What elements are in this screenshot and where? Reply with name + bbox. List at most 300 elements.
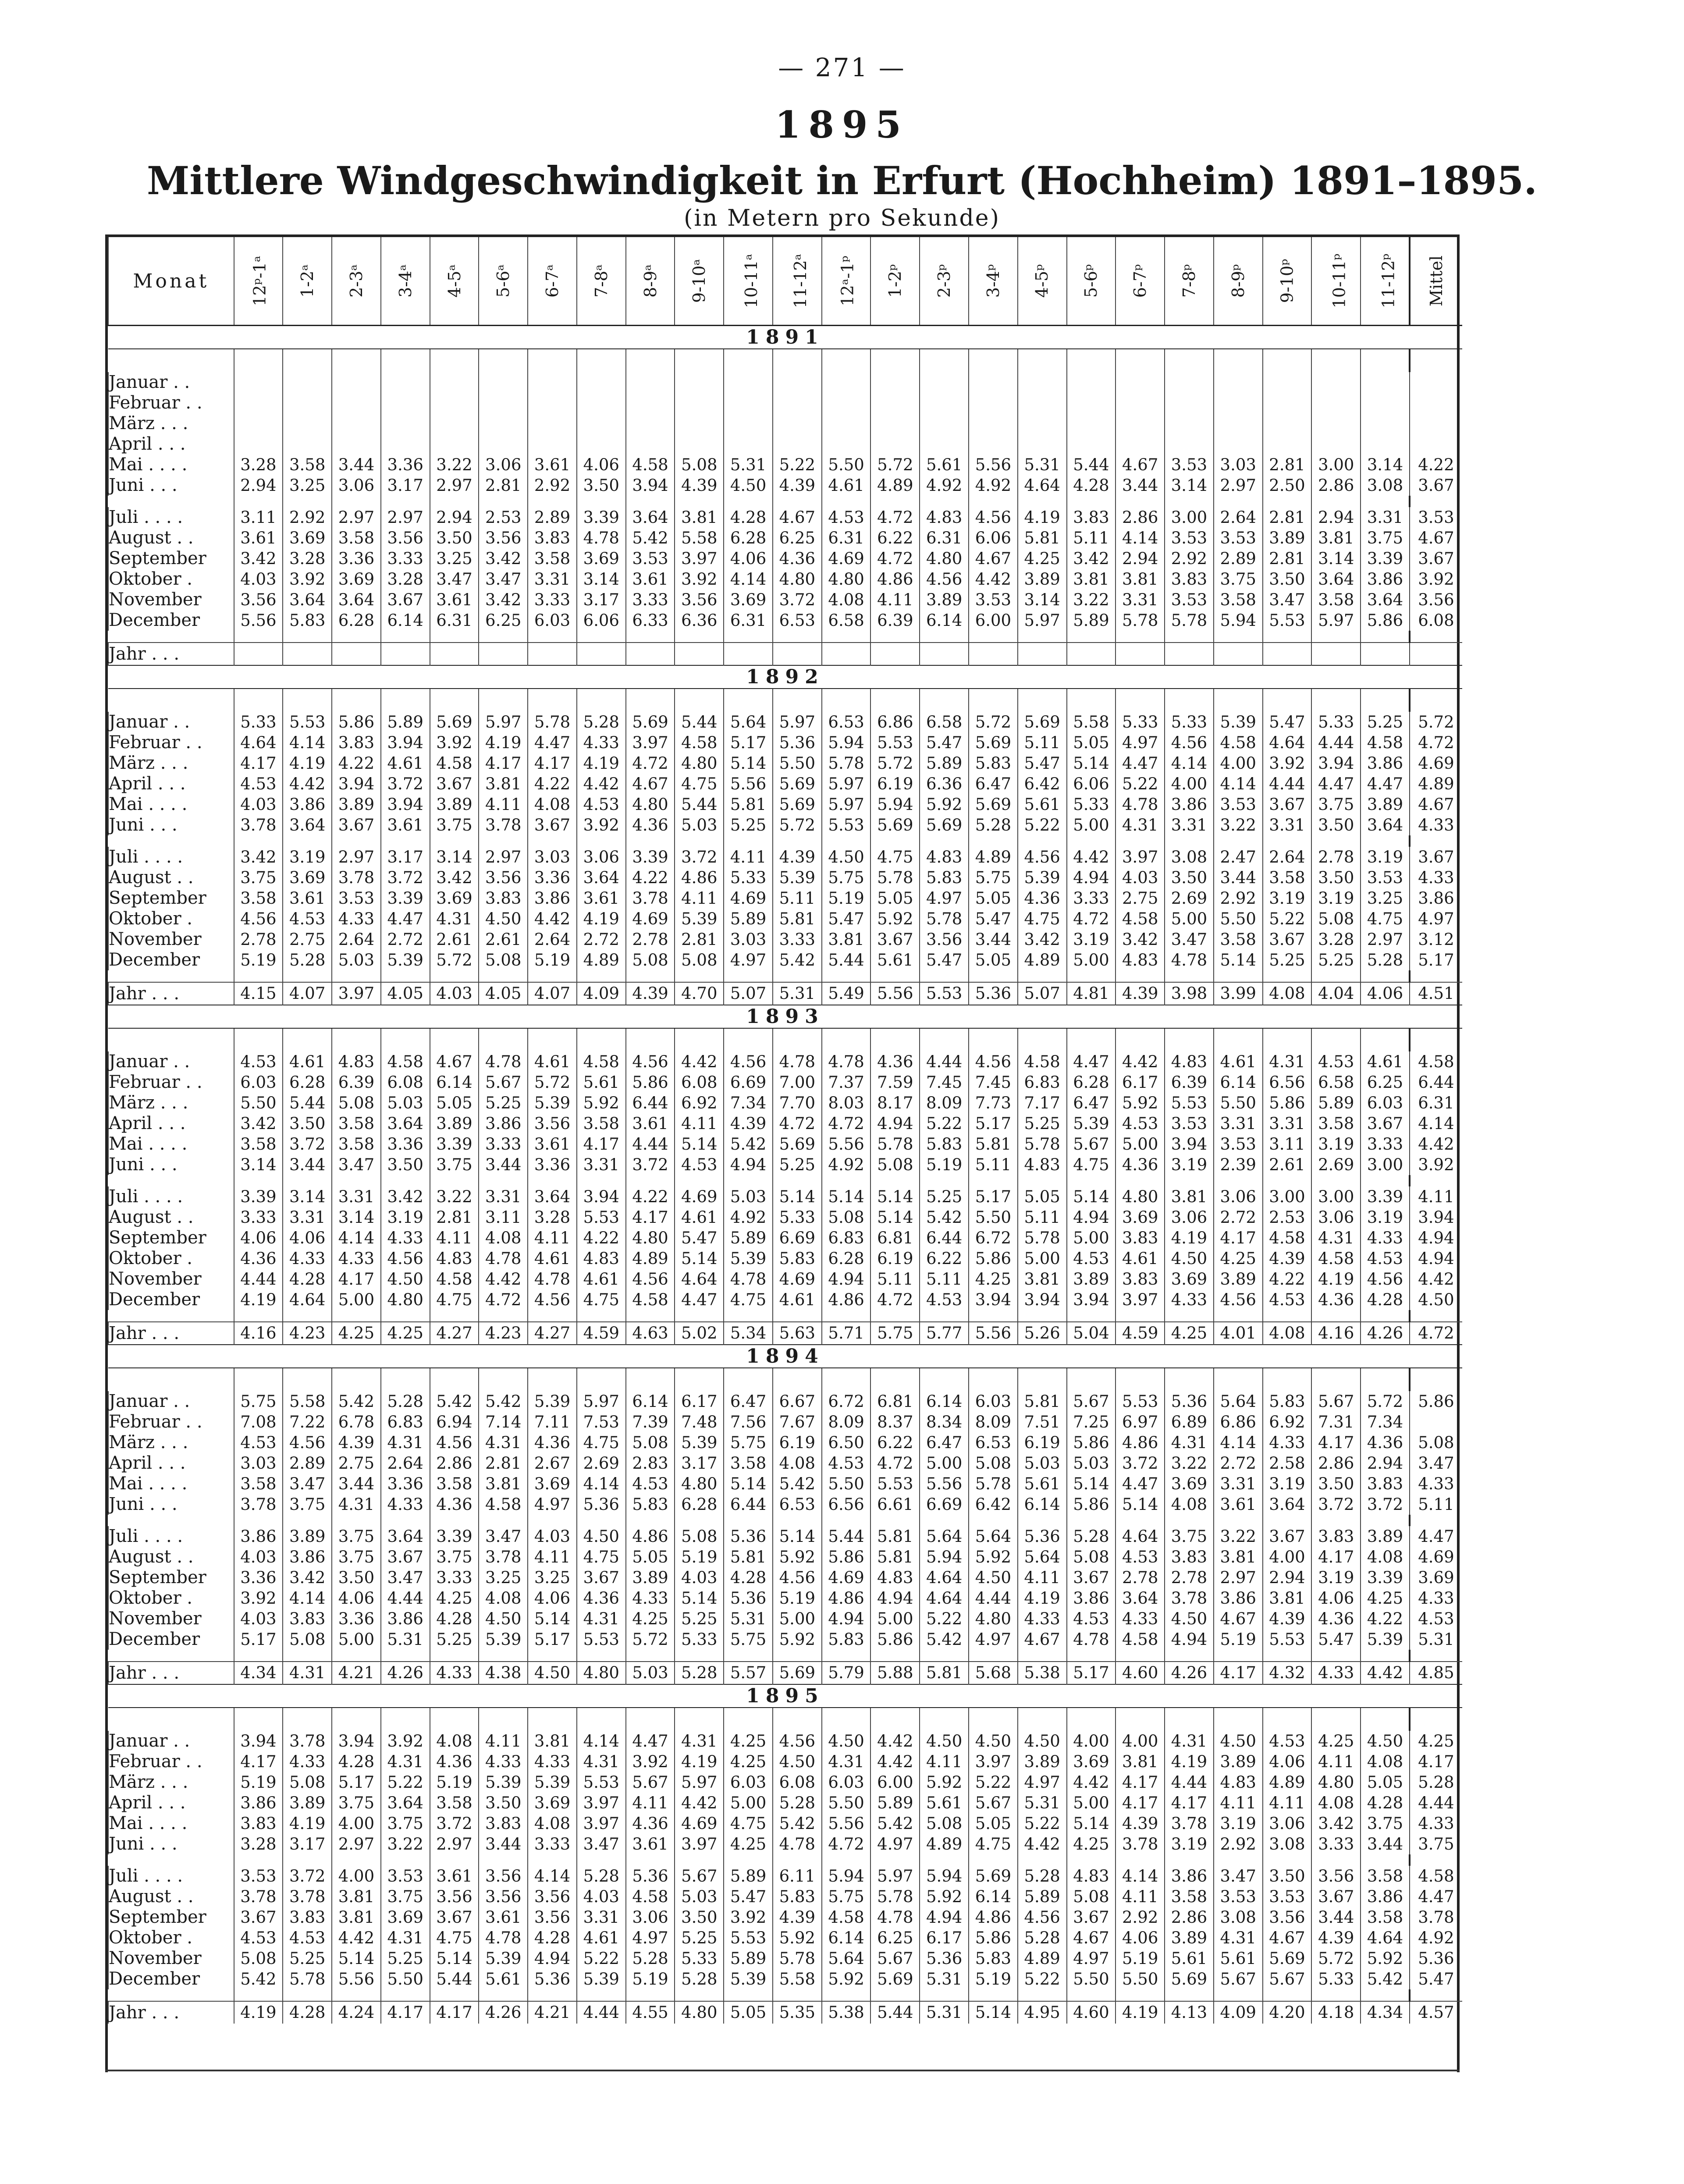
- spacer-cell: [528, 970, 577, 982]
- hour-header-label: 5-6ᵃ: [494, 264, 513, 298]
- spacer-cell: [773, 689, 822, 712]
- hour-value-cell: 4.00: [332, 1866, 381, 1886]
- hour-value-cell: 5.68: [969, 1662, 1018, 1684]
- hour-value-cell: 4.80: [1311, 1772, 1361, 1793]
- hour-value-cell: 5.17: [1067, 1662, 1116, 1684]
- month-row: [108, 1289, 1462, 1310]
- hour-value-cell: 4.42: [1018, 1834, 1067, 1854]
- hour-value-cell: [626, 393, 675, 413]
- hour-value-cell: 5.67: [1311, 1391, 1361, 1412]
- hour-value-cell: 5.05: [724, 2001, 773, 2024]
- spacer-cell: [528, 835, 577, 847]
- hour-value-cell: 3.83: [332, 732, 381, 753]
- hour-value-cell: 4.72: [870, 548, 920, 569]
- hour-value-cell: 5.69: [773, 1662, 822, 1684]
- hour-value-cell: [1018, 372, 1067, 393]
- year-section-row: [108, 1005, 1462, 1028]
- hour-value-cell: 6.69: [724, 1072, 773, 1093]
- hour-value-cell: 4.08: [479, 1588, 528, 1609]
- hour-value-cell: 4.78: [1116, 794, 1165, 815]
- hour-value-cell: [1311, 372, 1361, 393]
- spacer-cell: [626, 1310, 675, 1322]
- hour-value-cell: 5.19: [626, 1969, 675, 1989]
- hour-value-cell: 4.58: [479, 1494, 528, 1515]
- month-name: Oktober .: [108, 1248, 234, 1269]
- spacer-cell: [1018, 835, 1067, 847]
- hour-value-cell: 4.19: [577, 753, 626, 774]
- hour-value-cell: 2.97: [332, 1834, 381, 1854]
- hour-value-cell: 4.56: [626, 1051, 675, 1072]
- hour-value-cell: 3.53: [1361, 867, 1410, 888]
- hour-value-cell: 4.36: [234, 1248, 283, 1269]
- month-name: November: [108, 590, 234, 610]
- hour-value-cell: 5.47: [1263, 712, 1312, 732]
- hour-value-cell: 4.61: [773, 1289, 822, 1310]
- hour-value-cell: 5.97: [1018, 610, 1067, 631]
- hour-value-cell: 2.94: [1116, 548, 1165, 569]
- hour-value-cell: 5.04: [1067, 1322, 1116, 1345]
- month-row: [108, 1969, 1462, 1989]
- spacer-cell: [1311, 1989, 1361, 2001]
- hour-value-cell: 4.80: [577, 1662, 626, 1684]
- hour-value-cell: 5.42: [626, 528, 675, 548]
- hour-value-cell: 3.33: [626, 590, 675, 610]
- spacer-cell: [675, 1989, 724, 2001]
- hour-value-cell: 4.08: [1311, 1793, 1361, 1813]
- mean-value-cell: 4.33: [1410, 1474, 1462, 1494]
- hour-value-cell: 5.22: [1018, 1813, 1067, 1834]
- hour-value-cell: 4.97: [969, 1629, 1018, 1650]
- mean-value-cell: 4.69: [1410, 753, 1462, 774]
- hour-value-cell: 4.33: [577, 732, 626, 753]
- hour-value-cell: 4.19: [479, 732, 528, 753]
- hour-value-cell: 5.56: [332, 1969, 381, 1989]
- hour-value-cell: 6.25: [870, 1928, 920, 1948]
- hour-value-cell: [822, 413, 871, 434]
- hour-value-cell: 5.33: [1311, 712, 1361, 732]
- hour-value-cell: 5.28: [626, 1948, 675, 1969]
- hour-value-cell: 3.53: [969, 590, 1018, 610]
- hour-value-cell: 4.64: [920, 1567, 969, 1588]
- year-section-label: 1894: [108, 1345, 1462, 1368]
- hour-value-cell: 3.58: [234, 1474, 283, 1494]
- month-row: [108, 569, 1462, 590]
- hour-value-cell: 2.94: [1311, 507, 1361, 528]
- hour-value-cell: 8.17: [870, 1093, 920, 1113]
- hour-value-cell: 4.47: [1067, 1051, 1116, 1072]
- spacer-cell: [1311, 835, 1361, 847]
- hour-value-cell: 4.56: [430, 1432, 479, 1453]
- hour-value-cell: 3.78: [234, 1886, 283, 1907]
- spacer-cell: [969, 1708, 1018, 1731]
- hour-value-cell: 6.31: [430, 610, 479, 631]
- hour-value-cell: 4.39: [1116, 982, 1165, 1005]
- hour-header: [1067, 237, 1116, 326]
- hour-value-cell: 5.00: [1067, 950, 1116, 970]
- hour-value-cell: 4.58: [1116, 909, 1165, 929]
- hour-header: [870, 237, 920, 326]
- hour-value-cell: 3.03: [234, 1453, 283, 1474]
- spacer-cell: [626, 349, 675, 372]
- hour-value-cell: 5.83: [969, 1948, 1018, 1969]
- hour-value-cell: 3.33: [773, 929, 822, 950]
- hour-value-cell: 5.47: [1311, 1629, 1361, 1650]
- hour-value-cell: 4.22: [528, 774, 577, 794]
- hour-value-cell: 3.58: [1311, 1113, 1361, 1134]
- hour-value-cell: 5.86: [1361, 610, 1410, 631]
- mean-value-cell: 3.69: [1410, 1567, 1462, 1588]
- hour-value-cell: 4.08: [1361, 1751, 1410, 1772]
- spacer-cell: [479, 835, 528, 847]
- hour-value-cell: 4.42: [675, 1051, 724, 1072]
- hour-value-cell: 4.31: [381, 1928, 430, 1948]
- hour-value-cell: 6.44: [920, 1228, 969, 1248]
- spacer-cell: [920, 631, 969, 643]
- month-name: Oktober .: [108, 909, 234, 929]
- hour-value-cell: 4.75: [577, 1432, 626, 1453]
- hour-value-cell: 3.75: [381, 1813, 430, 1834]
- hour-value-cell: 3.19: [1361, 1207, 1410, 1228]
- hour-value-cell: 5.39: [675, 909, 724, 929]
- hour-value-cell: 5.42: [430, 1391, 479, 1412]
- hour-value-cell: 4.94: [822, 1269, 871, 1289]
- spacer-cell: [626, 1028, 675, 1051]
- hour-value-cell: 3.89: [283, 1526, 332, 1547]
- spacer-cell: [1018, 1175, 1067, 1186]
- hour-value-cell: 3.61: [430, 590, 479, 610]
- hour-value-cell: 4.83: [920, 507, 969, 528]
- hour-value-cell: 3.83: [479, 1813, 528, 1834]
- hour-value-cell: 4.11: [1311, 1751, 1361, 1772]
- hour-value-cell: 4.28: [1361, 1793, 1410, 1813]
- hour-value-cell: 4.42: [1067, 847, 1116, 867]
- hour-value-cell: 4.55: [626, 2001, 675, 2024]
- hour-value-cell: 5.28: [675, 1662, 724, 1684]
- spacer-cell: [1361, 970, 1410, 982]
- hour-value-cell: [1018, 643, 1067, 665]
- hour-value-cell: [1214, 643, 1263, 665]
- mean-value-cell: 4.94: [1410, 1228, 1462, 1248]
- spacer-cell: [1361, 1989, 1410, 2001]
- hour-value-cell: 3.69: [1165, 1474, 1214, 1494]
- hour-value-cell: 2.97: [332, 507, 381, 528]
- hour-value-cell: 5.28: [1018, 1866, 1067, 1886]
- month-row: [108, 1526, 1462, 1547]
- hour-value-cell: 4.11: [675, 888, 724, 909]
- hour-value-cell: 4.80: [626, 794, 675, 815]
- hour-value-cell: 4.78: [577, 528, 626, 548]
- hour-value-cell: 3.47: [430, 569, 479, 590]
- hour-value-cell: 5.19: [822, 888, 871, 909]
- hour-value-cell: 3.78: [283, 1731, 332, 1751]
- spacer-cell: [1165, 1854, 1214, 1866]
- hour-value-cell: 6.06: [1067, 774, 1116, 794]
- month-row: [108, 1494, 1462, 1515]
- hour-value-cell: [626, 372, 675, 393]
- spacer-cell: [773, 835, 822, 847]
- hour-value-cell: 3.47: [381, 1567, 430, 1588]
- hour-value-cell: 3.22: [430, 455, 479, 475]
- hour-value-cell: 5.22: [1018, 1969, 1067, 1989]
- hour-value-cell: 3.44: [969, 929, 1018, 950]
- mean-value-cell: [1410, 643, 1462, 665]
- hour-value-cell: 5.64: [822, 1948, 871, 1969]
- hour-value-cell: 3.33: [479, 1134, 528, 1154]
- hour-value-cell: 5.08: [234, 1948, 283, 1969]
- hour-value-cell: 4.80: [675, 753, 724, 774]
- hour-value-cell: 6.83: [822, 1228, 871, 1248]
- month-name: April . . .: [108, 774, 234, 794]
- month-row: [108, 815, 1462, 835]
- spacer-cell: [1214, 349, 1263, 372]
- hour-value-cell: 6.25: [773, 528, 822, 548]
- hour-value-cell: 5.28: [969, 815, 1018, 835]
- hour-value-cell: 3.50: [283, 1113, 332, 1134]
- month-name: Jahr . . .: [108, 1662, 234, 1684]
- hour-value-cell: 4.25: [969, 1269, 1018, 1289]
- hour-value-cell: 6.14: [920, 610, 969, 631]
- hour-value-cell: 6.19: [1018, 1432, 1067, 1453]
- hour-value-cell: 6.58: [1311, 1072, 1361, 1093]
- hour-value-cell: 3.42: [234, 847, 283, 867]
- spacer-cell: [479, 1028, 528, 1051]
- spacer-cell: [283, 1989, 332, 2001]
- spacer-cell: [108, 496, 234, 507]
- hour-value-cell: 5.44: [870, 2001, 920, 2024]
- hour-value-cell: 4.53: [822, 1453, 871, 1474]
- month-name: August . .: [108, 528, 234, 548]
- month-row: [108, 528, 1462, 548]
- hour-value-cell: 3.61: [626, 1834, 675, 1854]
- hour-header-label: 12ᵖ-1ᵃ: [250, 256, 270, 306]
- hour-value-cell: 4.75: [577, 1547, 626, 1567]
- hour-value-cell: [1263, 372, 1312, 393]
- hour-value-cell: 7.48: [675, 1412, 724, 1432]
- hour-value-cell: 4.36: [1116, 1154, 1165, 1175]
- hour-value-cell: [870, 434, 920, 455]
- hour-value-cell: 6.28: [1067, 1072, 1116, 1093]
- spacer-cell: [626, 1854, 675, 1866]
- mean-value-cell: 4.57: [1410, 2001, 1462, 2024]
- spacer-cell: [822, 1989, 871, 2001]
- hour-value-cell: 4.83: [1165, 1051, 1214, 1072]
- hour-value-cell: 3.78: [479, 1547, 528, 1567]
- hour-value-cell: 3.64: [1116, 1588, 1165, 1609]
- hour-value-cell: 4.36: [1018, 888, 1067, 909]
- spacer-cell: [108, 1650, 234, 1662]
- month-name: Mai . . . .: [108, 1813, 234, 1834]
- hour-value-cell: 4.75: [1018, 909, 1067, 929]
- hour-value-cell: 3.22: [430, 1186, 479, 1207]
- hour-value-cell: 4.06: [1263, 1751, 1312, 1772]
- hour-value-cell: 4.33: [626, 1588, 675, 1609]
- hour-value-cell: 3.81: [332, 1907, 381, 1928]
- hour-value-cell: 3.72: [773, 590, 822, 610]
- hour-value-cell: 2.39: [1214, 1154, 1263, 1175]
- spacer-cell: [773, 1708, 822, 1731]
- hour-value-cell: [920, 413, 969, 434]
- hour-value-cell: 3.11: [1263, 1134, 1312, 1154]
- hour-value-cell: 6.03: [528, 610, 577, 631]
- mean-value-cell: 3.56: [1410, 590, 1462, 610]
- hour-value-cell: 3.53: [1214, 794, 1263, 815]
- spacer-cell: [675, 1515, 724, 1526]
- hour-value-cell: 4.14: [724, 569, 773, 590]
- hour-value-cell: 5.05: [1067, 732, 1116, 753]
- spacer-cell: [577, 1650, 626, 1662]
- hour-value-cell: [969, 372, 1018, 393]
- hour-value-cell: 6.94: [430, 1412, 479, 1432]
- month-name: März . . .: [108, 1093, 234, 1113]
- hour-value-cell: 5.42: [479, 1391, 528, 1412]
- hour-value-cell: [724, 413, 773, 434]
- spacer-cell: [430, 1515, 479, 1526]
- spacer-cell: [870, 1708, 920, 1731]
- spacer-cell: [577, 496, 626, 507]
- hour-value-cell: 3.47: [283, 1474, 332, 1494]
- hour-value-cell: 4.69: [773, 1269, 822, 1289]
- hour-value-cell: 5.57: [724, 1662, 773, 1684]
- spacer-cell: [1410, 1310, 1462, 1322]
- spacer-cell: [283, 1175, 332, 1186]
- hour-value-cell: 4.94: [724, 1154, 773, 1175]
- hour-value-cell: 4.07: [283, 982, 332, 1005]
- mean-value-cell: 4.47: [1410, 1526, 1462, 1547]
- hour-value-cell: 4.17: [1311, 1432, 1361, 1453]
- hour-value-cell: 5.67: [1214, 1969, 1263, 1989]
- mean-value-cell: 4.47: [1410, 1886, 1462, 1907]
- hour-value-cell: 4.78: [773, 1051, 822, 1072]
- hour-value-cell: 5.28: [1361, 950, 1410, 970]
- hour-value-cell: [1361, 434, 1410, 455]
- month-name: September: [108, 888, 234, 909]
- spacer-cell: [1410, 835, 1462, 847]
- hour-value-cell: 3.92: [381, 1731, 430, 1751]
- hour-value-cell: 5.78: [1165, 610, 1214, 631]
- month-row: [108, 590, 1462, 610]
- spacer-cell: [920, 349, 969, 372]
- hour-value-cell: 5.03: [626, 1662, 675, 1684]
- mean-value-cell: 3.67: [1410, 548, 1462, 569]
- hour-value-cell: 3.25: [1361, 888, 1410, 909]
- spacer-cell: [773, 1175, 822, 1186]
- spacer-cell: [870, 970, 920, 982]
- hour-value-cell: 5.33: [675, 1629, 724, 1650]
- month-name: April . . .: [108, 1113, 234, 1134]
- hour-value-cell: 5.14: [1067, 1813, 1116, 1834]
- hour-value-cell: 3.67: [870, 929, 920, 950]
- hour-value-cell: 4.11: [528, 1228, 577, 1248]
- hour-value-cell: 4.58: [577, 1051, 626, 1072]
- month-name: Juli . . . .: [108, 847, 234, 867]
- hour-value-cell: 5.61: [1214, 1948, 1263, 1969]
- hour-value-cell: 3.28: [234, 1834, 283, 1854]
- mean-value-cell: 4.42: [1410, 1269, 1462, 1289]
- spacer-cell: [1214, 1515, 1263, 1526]
- mean-value-cell: 4.58: [1410, 1051, 1462, 1072]
- hour-value-cell: [283, 393, 332, 413]
- spacer-cell: [626, 970, 675, 982]
- mean-value-cell: 3.53: [1410, 507, 1462, 528]
- hour-value-cell: 5.19: [528, 950, 577, 970]
- spacer-cell: [108, 689, 234, 712]
- hour-value-cell: 3.86: [234, 1526, 283, 1547]
- hour-value-cell: 4.33: [332, 909, 381, 929]
- hour-value-cell: 4.94: [1067, 867, 1116, 888]
- year-mean-row: [108, 1322, 1462, 1345]
- hour-value-cell: 4.78: [479, 1248, 528, 1269]
- hour-value-cell: 6.53: [773, 1494, 822, 1515]
- hour-value-cell: [1116, 413, 1165, 434]
- hour-value-cell: 3.53: [234, 1866, 283, 1886]
- hour-value-cell: 7.34: [724, 1093, 773, 1113]
- spacer-cell: [822, 1175, 871, 1186]
- hour-value-cell: 5.61: [1165, 1948, 1214, 1969]
- spacer-cell: [108, 1989, 234, 2001]
- hour-value-cell: [577, 393, 626, 413]
- hour-value-cell: 3.94: [626, 475, 675, 496]
- month-row: [108, 888, 1462, 909]
- hour-value-cell: 5.00: [870, 1609, 920, 1629]
- spacer-cell: [283, 1515, 332, 1526]
- mean-value-cell: [1410, 1412, 1462, 1432]
- hour-value-cell: 5.78: [283, 1969, 332, 1989]
- hour-value-cell: [724, 393, 773, 413]
- hour-value-cell: 6.97: [1116, 1412, 1165, 1432]
- hour-value-cell: [1018, 413, 1067, 434]
- spacer-cell: [1067, 1310, 1116, 1322]
- hour-value-cell: 4.63: [626, 1322, 675, 1345]
- month-name: December: [108, 1289, 234, 1310]
- hour-value-cell: 6.47: [969, 774, 1018, 794]
- hour-value-cell: 5.03: [1067, 1453, 1116, 1474]
- spacer-cell: [234, 631, 283, 643]
- spacer-cell: [969, 496, 1018, 507]
- spacer-cell: [430, 689, 479, 712]
- hour-value-cell: 4.58: [626, 1886, 675, 1907]
- spacer-row: [108, 1028, 1462, 1051]
- hour-value-cell: 4.86: [822, 1289, 871, 1310]
- hour-value-cell: [381, 643, 430, 665]
- hour-value-cell: 4.22: [577, 1228, 626, 1248]
- month-name: März . . .: [108, 753, 234, 774]
- month-name: Oktober .: [108, 569, 234, 590]
- hour-value-cell: 4.86: [675, 867, 724, 888]
- month-name: Jahr . . .: [108, 2001, 234, 2024]
- hour-value-cell: 3.81: [1018, 1269, 1067, 1289]
- spacer-cell: [1067, 970, 1116, 982]
- hour-value-cell: 4.58: [626, 455, 675, 475]
- spacer-cell: [430, 1650, 479, 1662]
- hour-value-cell: 4.25: [724, 1731, 773, 1751]
- month-row: [108, 393, 1462, 413]
- spacer-cell: [332, 631, 381, 643]
- hour-value-cell: 3.81: [479, 774, 528, 794]
- hour-value-cell: 4.28: [283, 1269, 332, 1289]
- hour-value-cell: 4.97: [920, 888, 969, 909]
- hour-value-cell: 6.92: [1263, 1412, 1312, 1432]
- hour-value-cell: 3.19: [1214, 1813, 1263, 1834]
- spacer-cell: [1165, 631, 1214, 643]
- hour-value-cell: 5.61: [1018, 794, 1067, 815]
- hour-value-cell: 3.00: [1361, 1154, 1410, 1175]
- month-row: [108, 413, 1462, 434]
- hour-header-label: 2-3ᵃ: [346, 264, 366, 298]
- spacer-row: [108, 835, 1462, 847]
- hour-value-cell: 6.86: [870, 712, 920, 732]
- hour-value-cell: 4.31: [430, 909, 479, 929]
- hour-value-cell: 4.33: [1018, 1609, 1067, 1629]
